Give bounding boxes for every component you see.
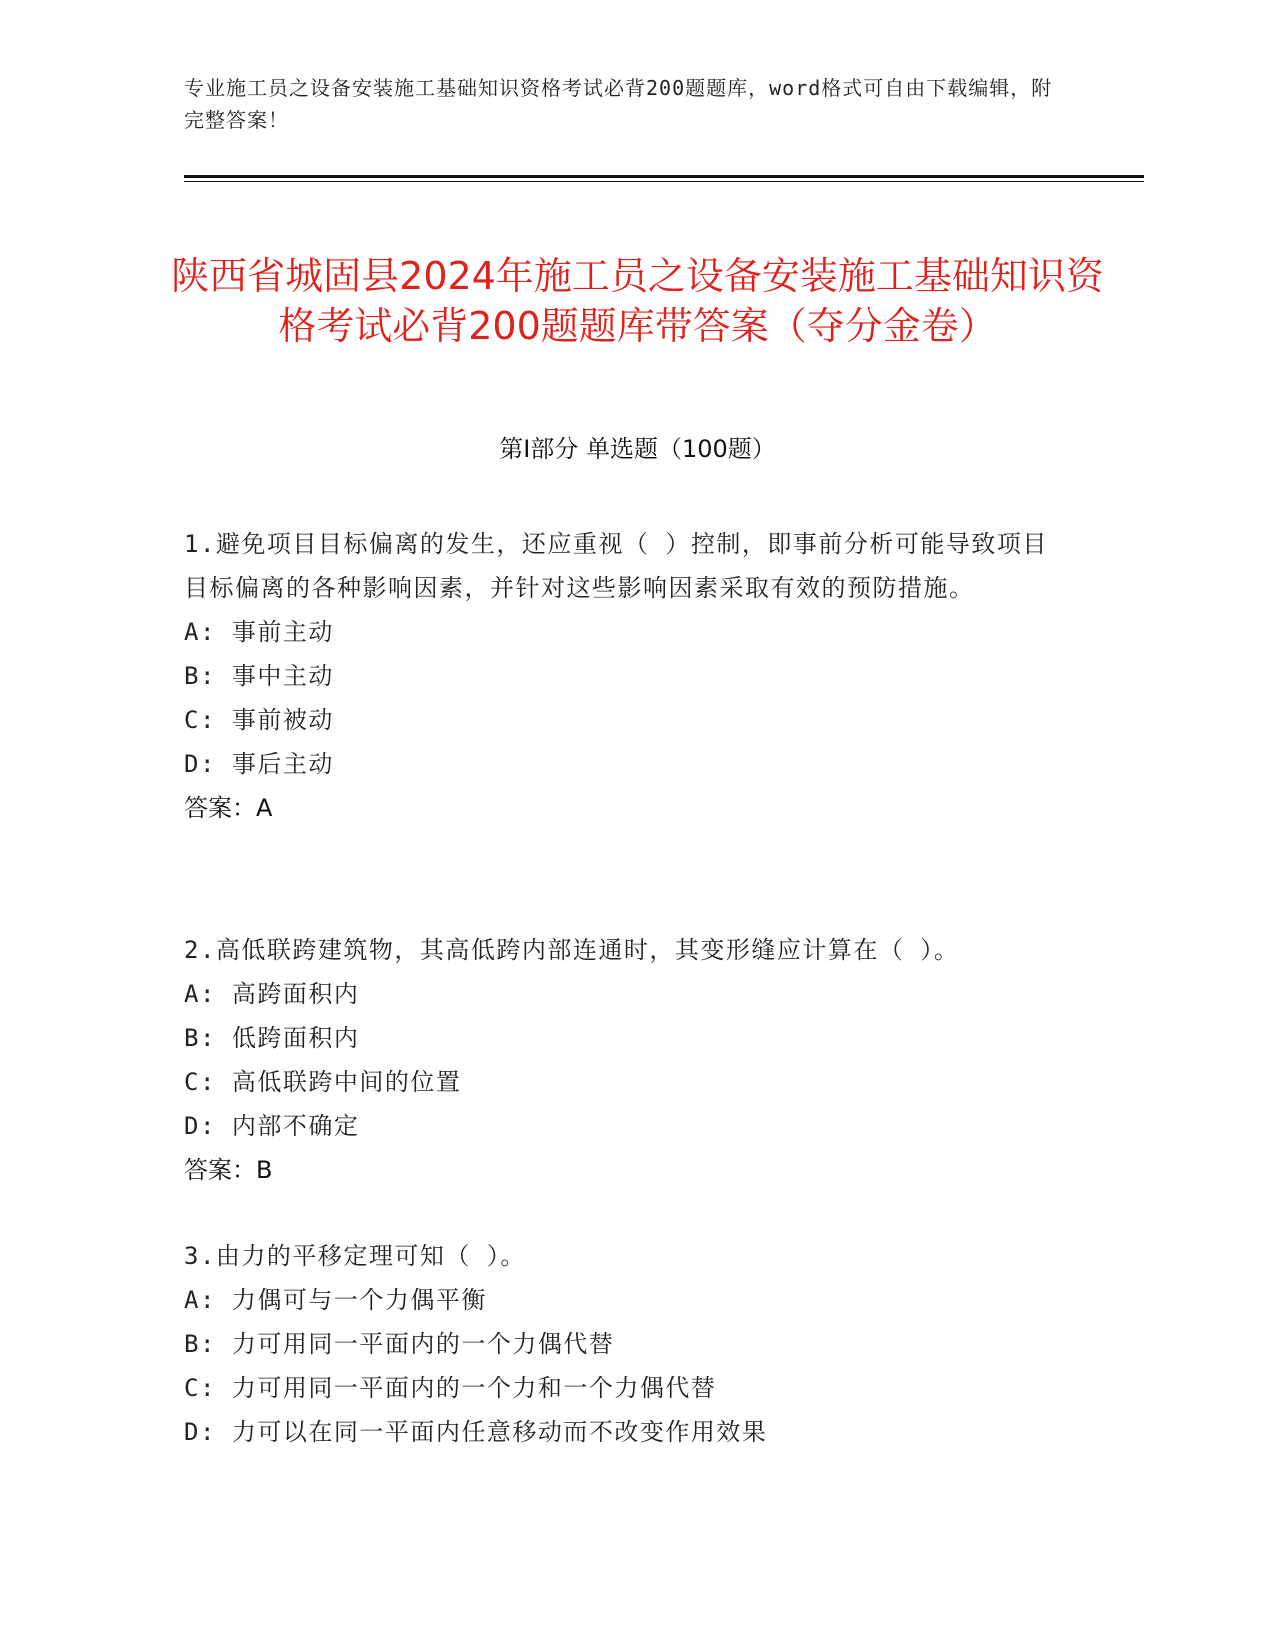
header-note: 专业施工员之设备安装施工基础知识资格考试必背200题题库，word格式可自由下载编辑，附完整答案！ — [184, 76, 1053, 132]
option-c: C: 事前被动 — [184, 706, 334, 734]
option-c: C: 高低联跨中间的位置 — [184, 1068, 462, 1096]
question-1 — [184, 522, 1064, 830]
header-divider-thick — [184, 175, 1144, 178]
option-c: C: 力可用同一平面内的一个力和一个力偶代替 — [184, 1374, 717, 1402]
question-3 — [184, 1234, 1064, 1454]
option-b: B: 事中主动 — [184, 662, 334, 690]
option-a: A: 力偶可与一个力偶平衡 — [184, 1286, 487, 1314]
option-d: D: 力可以在同一平面内任意移动而不改变作用效果 — [184, 1418, 768, 1446]
option-d: D: 事后主动 — [184, 750, 334, 778]
option-d: D: 内部不确定 — [184, 1112, 360, 1140]
document-title: 陕西省城固县2024年施工员之设备安装施工基础知识资格考试必背200题题库带答案（夺分金卷） — [171, 254, 1104, 349]
question-stem: 2.高低联跨建筑物，其高低跨内部连通时，其变形缝应计算在（ ）。 — [184, 936, 960, 964]
header-divider-thin — [184, 181, 1144, 182]
option-b: B: 低跨面积内 — [184, 1024, 360, 1052]
question-stem: 1.避免项目目标偏离的发生，还应重视（ ）控制，即事前分析可能导致项目目标偏离的各种影响因素，并针对这些影响因素采取有效的预防措施。 — [184, 530, 1048, 602]
option-a: A: 事前主动 — [184, 618, 334, 646]
answer: 答案：A — [184, 794, 273, 822]
section-heading: 第I部分 单选题（100题） — [499, 435, 776, 463]
option-b: B: 力可用同一平面内的一个力偶代替 — [184, 1330, 615, 1358]
question-stem: 3.由力的平移定理可知（ ）。 — [184, 1242, 526, 1270]
answer: 答案：B — [184, 1156, 273, 1184]
option-a: A: 高跨面积内 — [184, 980, 360, 1008]
question-2 — [184, 928, 1064, 1192]
